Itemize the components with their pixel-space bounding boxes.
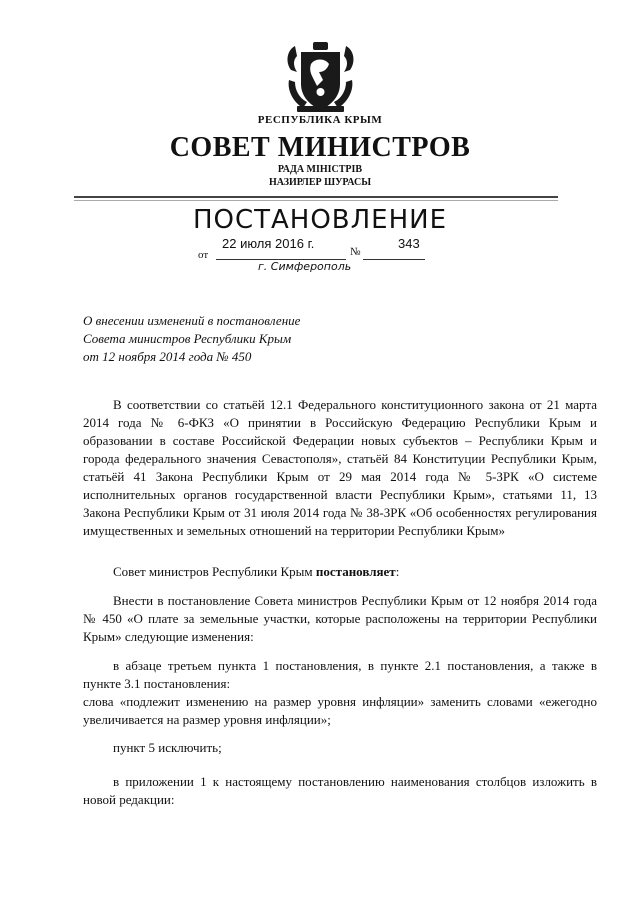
document-type-heading: ПОСТАНОВЛЕНИЕ [192,205,448,235]
document-number: 343 [398,236,420,251]
amendment-paragraph: Внести в постановление Совета министров Республики Крым от 12 ноября 2014 года № 450 «О плате за земельные участки, которые расположены на территории Республики Крым» следующие изменения: [83,593,597,644]
title-line: Совета министров Республики Крым [83,331,292,346]
exclude-clause-paragraph: пункт 5 исключить; [113,740,222,755]
republic-heading: РЕСПУБЛИКА КРЫМ [257,114,383,126]
title-line: О внесении изменений в постановление [83,313,301,328]
appendix-paragraph: в приложении 1 к настоящему постановлению наименования столбцов изложить в новой редакции: [83,774,597,807]
title-line: от 12 ноября 2014 года № 450 [83,349,252,364]
council-crimean-tatar: НАЗИРЛЕР ШУРАСЫ [268,177,372,188]
council-ukrainian: РАДА МІНІСТРІВ [277,164,363,175]
change-item-paragraph: в абзаце третьем пункта 1 постановления, в пункте 2.1 постановления, а также в пункте 3.1 постановления: [83,658,597,691]
crimea-coat-of-arms-icon [283,40,358,116]
from-label: от [198,249,209,261]
resolution-verb: постановляет [315,564,396,579]
document-date: 22 июля 2016 г. [222,236,315,251]
city-label: г. Симферополь [258,260,352,273]
header-divider [74,196,558,198]
document-title [83,312,300,366]
resolution-text: Совет министров Республики Крым [113,564,316,579]
council-heading: СОВЕТ МИНИСТРОВ [169,132,471,163]
resolution-paragraph [83,563,597,581]
preamble-paragraph: В соответствии со статьёй 12.1 Федерального конституционного закона от 21 марта 2014 года № 6-ФКЗ «О принятии в Российскую Федерацию Республики Крым и образовании в составе Российской Федерации новых субъектов – Республики Крым и города федерального значения Севастополя», статьёй 84 Конституции Республики Крым, статьёй 41 Закона Республики Крым от 29 мая 2014 года № 5-ЗРК «О системе исполнительных органов государственной власти Республики Крым», статьями 11, 13 Закона Республики Крым от 31 июля 2014 года № 38-ЗРК «Об особенностях регулирования имущественных и земельных отношений на территории Республики Крым» [83,397,597,538]
number-label: № [350,246,361,258]
header-divider-thin [74,200,558,201]
resolution-colon: : [395,564,400,579]
change-words-paragraph: слова «подлежит изменению на размер уровня инфляции» заменить словами «ежегодно увеличивается на размер уровня инфляции»; [83,694,597,727]
number-underline [363,259,425,260]
